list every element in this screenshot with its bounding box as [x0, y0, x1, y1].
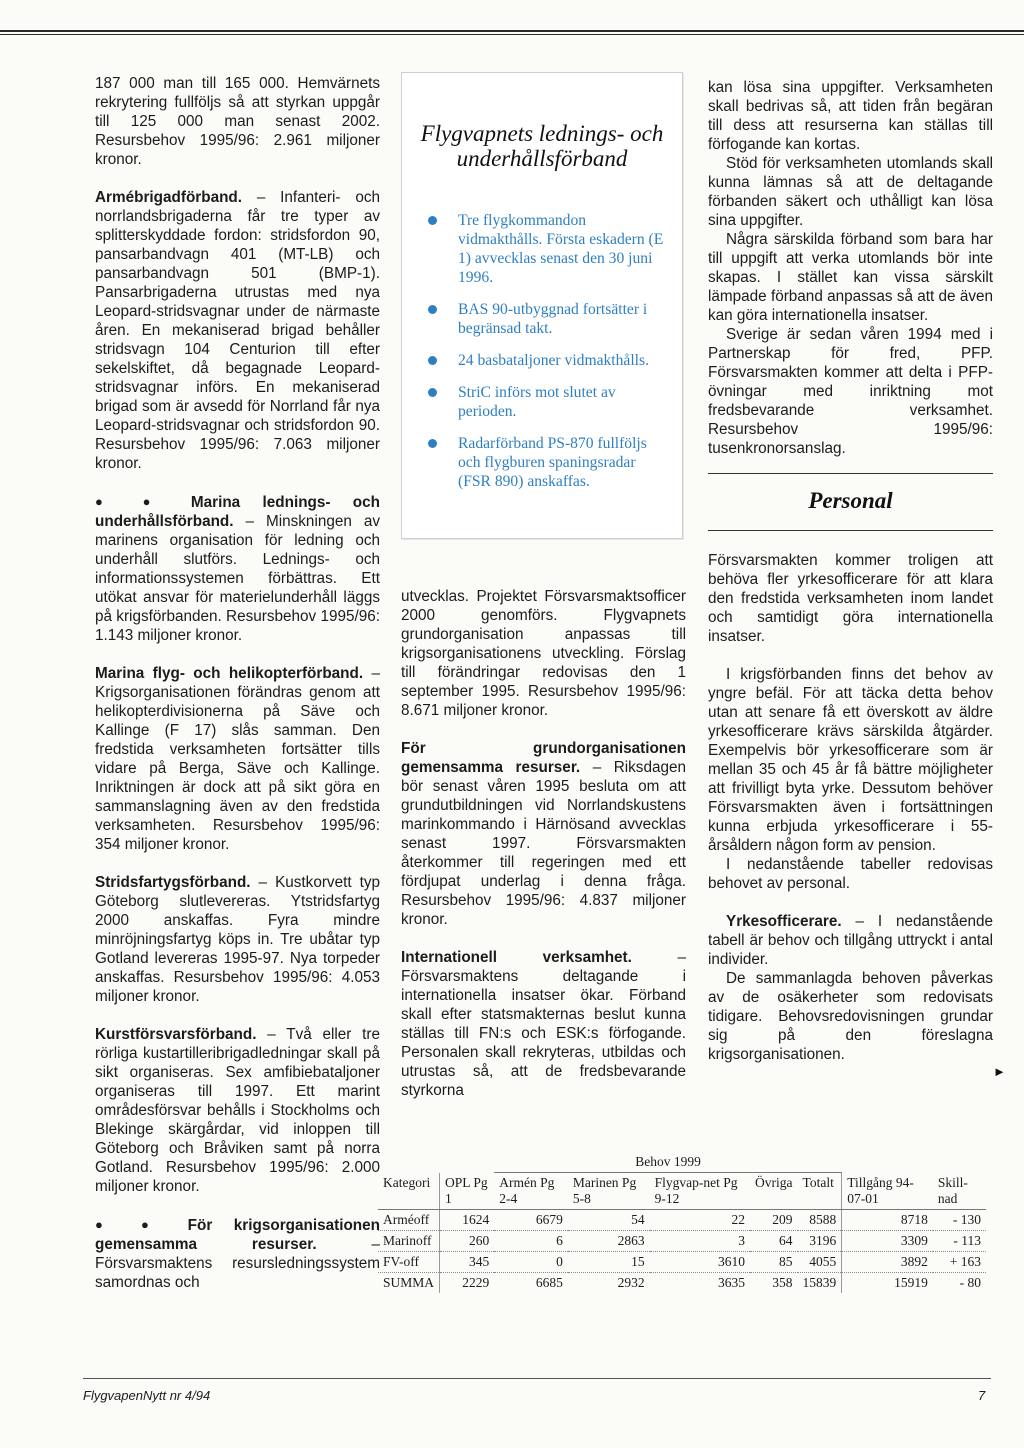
paragraph [95, 492, 380, 645]
table-cell: 3196 [798, 1231, 842, 1252]
table-cell: 2229 [462, 1275, 490, 1290]
column-header: Övriga [750, 1173, 798, 1210]
section-text: – Två eller tre rörliga kustartilleribrigadledningar skall på sikt organiseras. Sex amfibiebataljoner organiseras till 1997. Ett marint områdesförsvar behålls i Stockholms och Blekinge skärgårdar, vid inloppen till Göteborg och Bråviken samt på norra Gotland. Resursbehov 1995/96: 2.000 miljoner kronor. [95, 1026, 380, 1195]
box-title: Flygvapnets lednings- och underhållsförband [420, 121, 664, 171]
section-heading: Marina flyg- och helikopterförband. [95, 665, 364, 682]
paragraph: I nedanstående tabeller redovisas behovet av personal. [708, 856, 993, 892]
column-header: Armén Pg 2-4 [494, 1173, 568, 1210]
section-text: – Försvarsmaktens deltagande i internationella insatser ökar. Förband skall efter statsmakternas beslut kunna ställas till FN:s och ESK:s förfogande. Personalen skall rekryteras, utbildas och utrustas så, att de fredsbevarande styrkorna [401, 949, 686, 1099]
paragraph [95, 873, 380, 1006]
table-cell: - 113 [933, 1231, 986, 1252]
box-item [418, 351, 670, 370]
column-1 [95, 74, 380, 1292]
section-text: – Minskningen av marinens organisation för ledning och underhåll slutförs. Lednings- och informationssystemen förbättras. Ett utökat ansvar för materielunderhåll läggs på krigsförbanden. Resursbehov 1995/96: 1.143 miljoner kronor. [95, 513, 380, 644]
paragraph: De sammanlagda behoven påverkas av de osäkerheter som redovisats tidigare. Behovsredovisningen grundar sig på den föreslagna krigsorganisationen. [708, 970, 993, 1063]
paragraph [95, 664, 380, 854]
table-cell: FV-off [378, 1252, 440, 1273]
table-cell: 3635 [718, 1275, 746, 1290]
bullet-dots: ● ● [95, 1217, 167, 1232]
section-text: – Infanteri- och norrlandsbrigaderna får tre typer av splitterskyddade fordon: stridsfordon 90, pansarbandvagn 401 (MT-LB) och pansarbandvagn 501 (BMP-1). Pansarbrigaderna utrustas med nya Leopard-stridsvagnar under de närmaste åren. En mekaniserad brigad behåller stridsvagn 104 Centurion till efter sekelskiftet, då begagnade Leopard-stridsvagnar införs. En mekaniserad brigad som är avsedd för Norrland får nya Leopard-stridsvagnar och stridsfordon 90. Resursbehov 1995/96: 7.063 miljoner kronor. [95, 189, 380, 472]
column-header: Tillgång 94-07-01 [842, 1173, 933, 1210]
section-heading: Armébrigadförband. [95, 189, 243, 206]
section-heading: Yrkesofficerare. [726, 913, 842, 930]
paragraph [95, 1215, 380, 1292]
section-heading: För krigsorganisationen gemensamma resurser. [95, 1217, 380, 1253]
paragraph: Stöd för verksamheten utomlands skall kunna lämnas så att de deltagande förbanden säkert och uthålligt kan lösa sina uppgifter. [708, 155, 993, 229]
paragraph: Försvarsmakten kommer troligen att behöva fler yrkesofficerare för att klara den fredstida verksamheten inom landet och samtidigt göra internationella insatser. [708, 552, 993, 645]
table-cell: 8588 [798, 1210, 842, 1231]
table-cell: 22 [650, 1210, 750, 1231]
group-header: Behov 1999 [494, 1152, 842, 1173]
bullet-icon [428, 439, 437, 448]
table-cell: 54 [568, 1210, 650, 1231]
column-header: Marinen Pg 5-8 [568, 1173, 650, 1210]
footer-rule [83, 1378, 991, 1379]
table-cell: - 80 [959, 1275, 981, 1290]
section-heading: Kurstförsvarsförband. [95, 1026, 257, 1043]
table-cell: 358 [772, 1275, 793, 1290]
table-cell: 4055 [798, 1252, 842, 1273]
paragraph [95, 1025, 380, 1196]
column-header: Flygvap-net Pg 9-12 [650, 1173, 750, 1210]
column-2 [401, 587, 686, 1100]
paragraph: kan lösa sina uppgifter. Verksamheten skall bedrivas så, att tiden från begäran till dess att resurserna kan ställas till förfogande kan kortas. [708, 79, 993, 153]
box-list [418, 211, 670, 504]
box-item [418, 300, 670, 338]
table-row [378, 1210, 986, 1231]
top-rule-thin [0, 34, 1024, 35]
box-item-text: StriC införs mot slutet av perioden. [458, 384, 616, 420]
table-cell: 64 [750, 1231, 798, 1252]
bullet-icon [428, 356, 437, 365]
box-item [418, 434, 670, 491]
table-header-row [378, 1173, 986, 1210]
paragraph: Några särskilda förband som bara har till uppgift att verka utomlands bör inte skapas. I stället kan vissa särskilt lämpade förband anpassas så att de även kan göra internationella insatser. [708, 231, 993, 324]
section-text: – I nedanstående tabell är behov och tillgång uttryckt i antal individer. [708, 913, 993, 968]
table-cell: 6685 [535, 1275, 563, 1290]
table-cell: - 130 [933, 1210, 986, 1231]
column-header: OPL Pg 1 [440, 1173, 495, 1210]
table-row [378, 1252, 986, 1273]
paragraph [401, 948, 686, 1100]
section-heading: Stridsfartygsförband. [95, 874, 251, 891]
footer-publication: FlygvapenNytt nr 4/94 [83, 1388, 211, 1403]
column-header: Skill-nad [933, 1173, 986, 1210]
top-rule [0, 30, 1024, 32]
table-cell: 6679 [494, 1210, 568, 1231]
table-cell: 3 [650, 1231, 750, 1252]
table-row [378, 1231, 986, 1252]
table-group-row [378, 1152, 986, 1173]
section-heading: För grundorganisationen gemensamma resurser. [401, 740, 686, 776]
bullet-dots: ● ● [95, 494, 169, 509]
paragraph: 187 000 man till 165 000. Hemvärnets rekrytering fullföljs så att styrkan uppgår till 125 000 man senast 2002. Resursbehov 1995/96: 2.961 miljoner kronor. [95, 75, 380, 168]
flygvapnet-box [401, 72, 683, 539]
table-cell: 3610 [650, 1252, 750, 1273]
section-heading: Internationell verksamhet. [401, 949, 632, 966]
table-cell: 0 [494, 1252, 568, 1273]
table-cell: 6 [494, 1231, 568, 1252]
column-3-top [708, 78, 993, 458]
section-text: – Kustkorvett typ Göteborg slutlevereras. Ytstridsfartyg 2000 anskaffas. Fyra mindre minröjningsfartyg köps in. Tre ubåtar typ Gotland levereras 1995-97. Nya torpeder anskaffas. Resursbehov 1995/96: 4.053 miljoner kronor. [95, 874, 380, 1005]
table-cell: Marinoff [378, 1231, 440, 1252]
table-cell: 2932 [617, 1275, 645, 1290]
bullet-icon [428, 216, 437, 225]
table-cell: 85 [750, 1252, 798, 1273]
table-row [378, 1273, 986, 1294]
paragraph: I krigsförbanden finns det behov av yngre befäl. För att täcka detta behov utan att senare få ett överskott av äldre yrkesofficerare krävs särskilda åtgärder. Exempelvis bör yrkesofficerare som är mellan 35 och 45 år få bättre möjligheter att frivilligt byta yrke. Dessutom behöver Försvarsmakten även i fortsättningen kunna erbjuda yrkesofficerare i 55-årsåldern någon form av pension. [708, 666, 993, 854]
table-cell: Arméoff [378, 1210, 440, 1231]
box-item [418, 383, 670, 421]
paragraph [708, 912, 993, 969]
table-cell: 3892 [842, 1252, 933, 1273]
box-item-text: Tre flygkommandon vidmakthålls. Första eskadern (E 1) avvecklas senast den 30 juni 1996. [458, 212, 664, 286]
table-cell: 15919 [894, 1275, 928, 1290]
paragraph: utvecklas. Projektet Försvarsmaktsofficer 2000 genomförs. Flygvapnets grundorganisation anpassas till krigsorganisationens utveckling. Förslag till förändringar redovisas den 1 september 1995. Resursbehov 1995/96: 8.671 miljoner kronor. [401, 588, 686, 719]
page-number: 7 [978, 1388, 986, 1403]
section-text: – Försvarsmaktens resursledningssystem samordnas och [95, 1236, 380, 1291]
table-cell: 209 [750, 1210, 798, 1231]
box-item [418, 211, 670, 287]
table-cell: 260 [440, 1231, 495, 1252]
section-text: – Krigsorganisationen förändras genom att helikopterdivisionerna på Säve och Kallinge (F 17) slås samman. Den fredstida verksamheten fortsätter tills vidare på Berga, Säve och Kallinge. Inriktningen är dock att på sikt göra en sammanslagning även av den fredstida verksamheten. Resursbehov 1995/96: 354 miljoner kronor. [95, 665, 380, 853]
table-cell: 3309 [842, 1231, 933, 1252]
section-heading: Marina lednings- och underhållsförband. [95, 494, 381, 530]
table-cell: + 163 [933, 1252, 986, 1273]
table-cell: 15839 [798, 1273, 842, 1294]
bullet-icon [428, 388, 437, 397]
table-cell: 15 [568, 1252, 650, 1273]
table [378, 1152, 986, 1293]
section-text: – Riksdagen bör senast våren 1995 besluta om att grundutbildningen vid Norrlandskustens marinkommando i Härnösand avvecklas senast 1997. Försvarsmakten återkommer till regeringen med ett fördjupat underlag i denna fråga. Resursbehov 1995/96: 4.837 miljoner kronor. [401, 759, 686, 928]
table-cell: 2863 [568, 1231, 650, 1252]
paragraph [95, 188, 380, 473]
personal-rule-bottom [708, 530, 993, 531]
paragraph: Sverige är sedan våren 1994 med i Partnerskap för fred, PFP. Försvarsmakten kommer att delta i PFP-övningar med inriktning mot fredsbevarande verksamhet. Resursbehov 1995/96: tusenkronorsanslag. [708, 326, 993, 457]
table-cell: 1624 [440, 1210, 495, 1231]
personnel-table [378, 1152, 986, 1293]
box-item-text: Radarförband PS-870 fullföljs och flygburen spaningsradar (FSR 890) anskaffas. [458, 435, 647, 490]
box-item-text: 24 basbataljoner vidmakthålls. [458, 352, 649, 369]
table-cell: 345 [440, 1252, 495, 1273]
personal-rule-top [708, 473, 993, 474]
continue-arrow-icon: ► [993, 1064, 1006, 1079]
table-cell: 8718 [842, 1210, 933, 1231]
bullet-icon [428, 305, 437, 314]
table-cell: SUMMA [378, 1273, 440, 1294]
paragraph [401, 739, 686, 929]
column-header: Kategori [378, 1173, 440, 1210]
box-item-text: BAS 90-utbyggnad fortsätter i begränsad takt. [458, 301, 648, 337]
column-header: Totalt [798, 1173, 842, 1210]
column-3-bottom [708, 551, 993, 1064]
personal-heading: Personal [808, 488, 893, 513]
